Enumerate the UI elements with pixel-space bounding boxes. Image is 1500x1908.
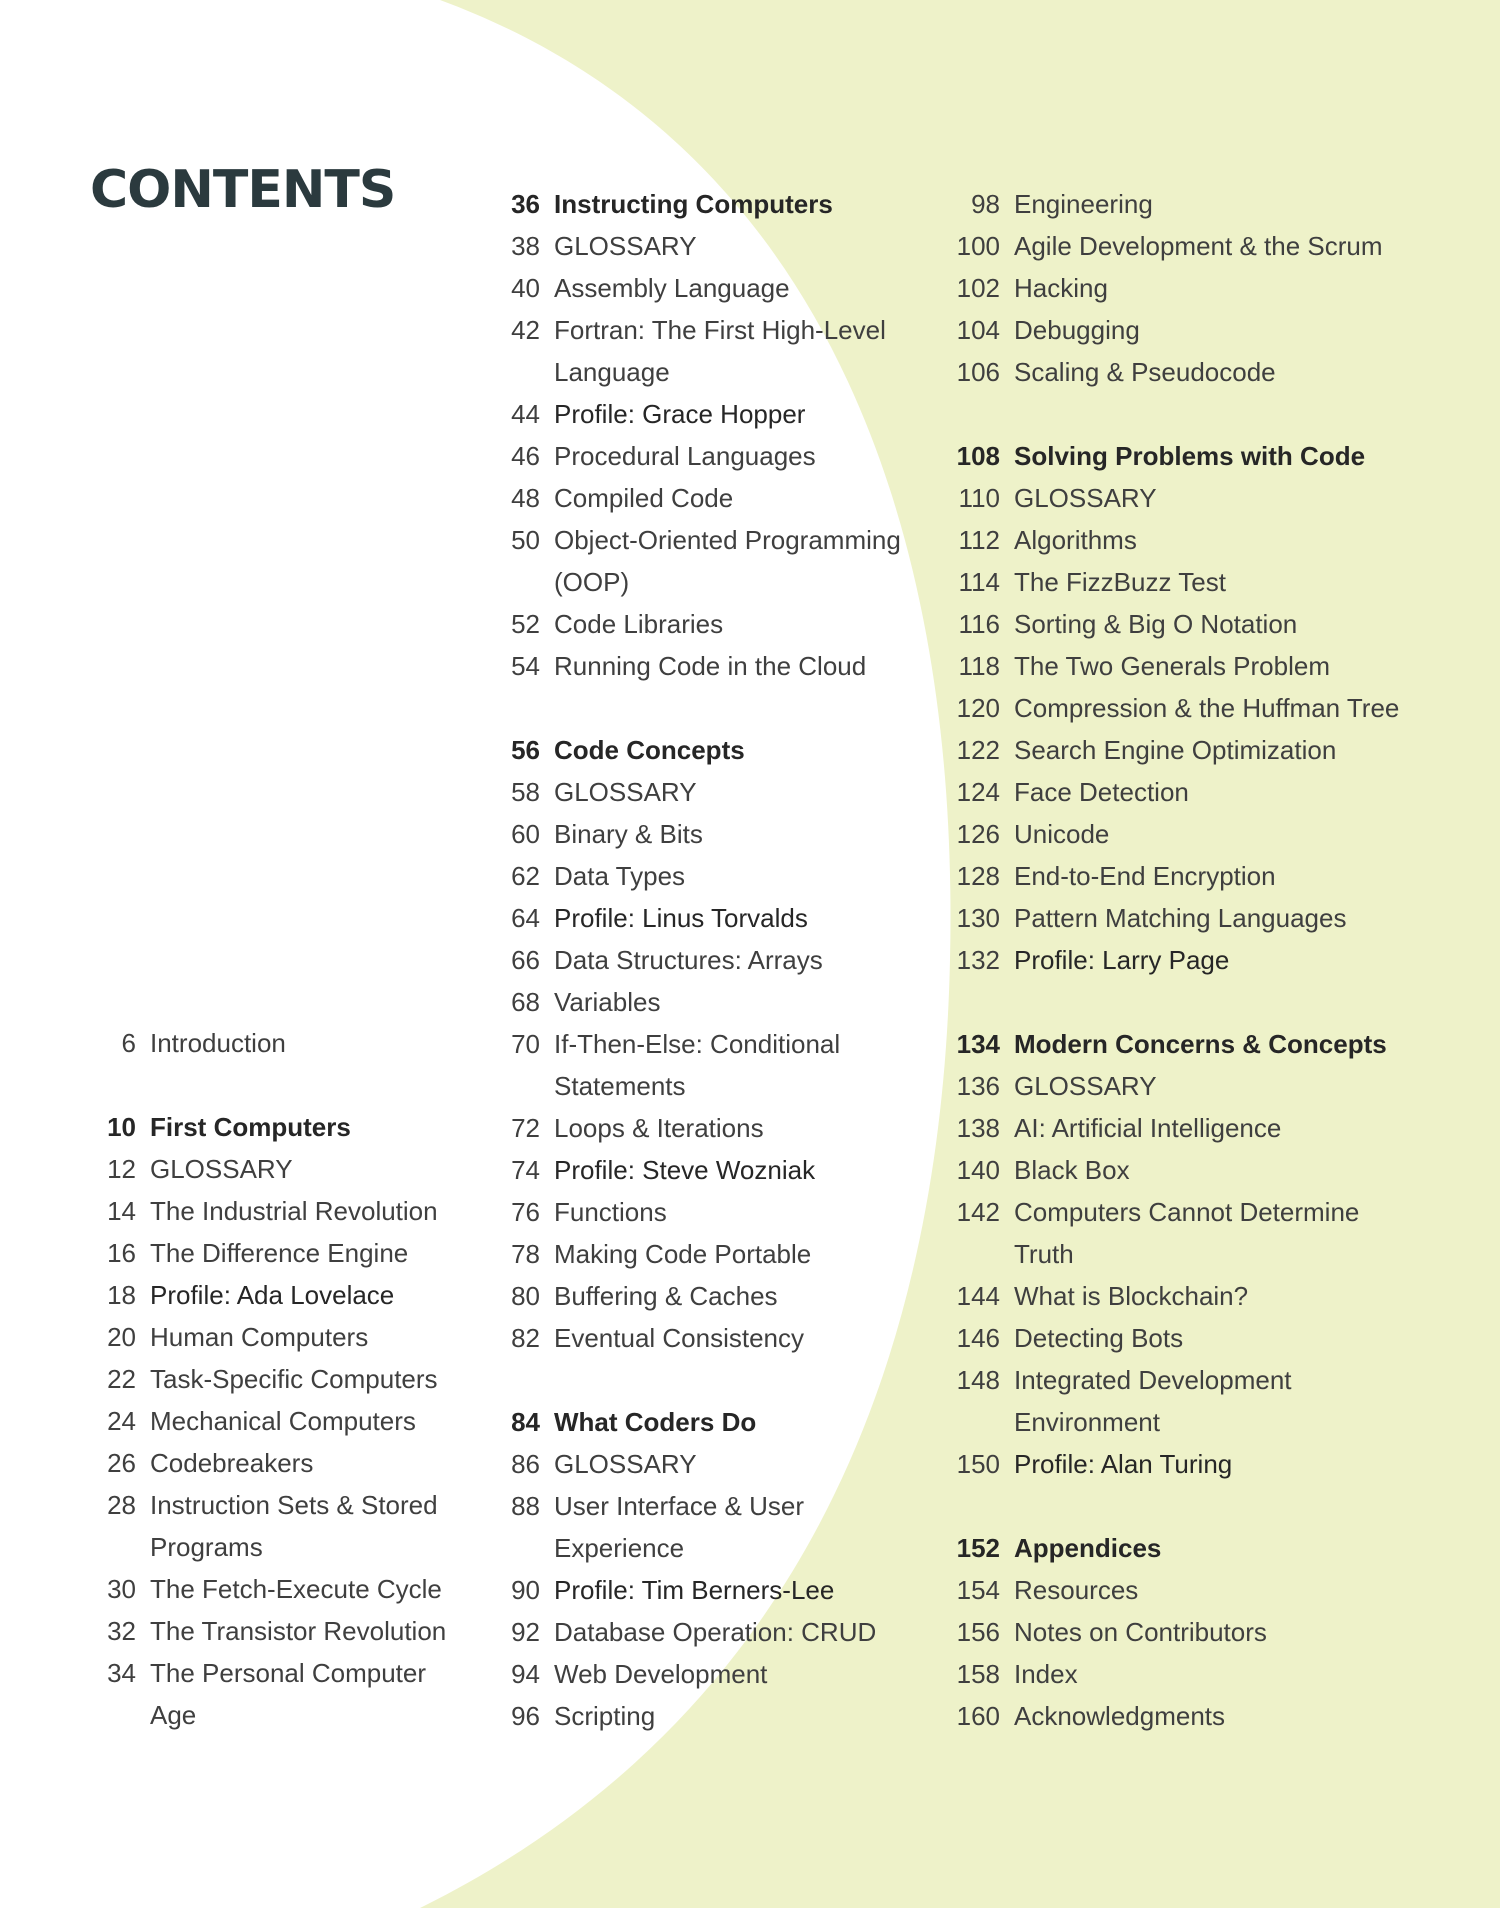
toc-page-number: 160 <box>956 1701 1000 1731</box>
toc-page-number: 94 <box>511 1659 540 1689</box>
toc-entry-title: Profile: Grace Hopper <box>554 399 806 429</box>
toc-page-number: 120 <box>956 693 1000 723</box>
toc-entry[interactable] <box>492 1023 932 1107</box>
toc-entry-title: Detecting Bots <box>1014 1323 1184 1353</box>
toc-page-number: 70 <box>511 1029 540 1059</box>
toc-entry-title: Code Concepts <box>554 735 745 765</box>
toc-entry-title: User Interface & User Experience <box>554 1491 804 1563</box>
toc-entry[interactable] <box>940 1695 1410 1737</box>
toc-page-number: 88 <box>511 1491 540 1521</box>
toc-entry-title: Resources <box>1014 1575 1139 1605</box>
toc-entry[interactable] <box>492 981 932 1023</box>
toc-page-number: 60 <box>511 819 540 849</box>
toc-entry[interactable] <box>940 645 1410 687</box>
toc-page-number: 126 <box>956 819 1000 849</box>
toc-page-number: 26 <box>107 1448 136 1478</box>
toc-entry-title: If-Then-Else: Conditional Statements <box>554 1029 841 1101</box>
toc-entry-title: GLOSSARY <box>554 231 697 261</box>
toc-entry[interactable] <box>492 1611 932 1653</box>
toc-entry[interactable] <box>940 687 1410 729</box>
toc-entry-title: Agile Development & the Scrum <box>1014 231 1383 261</box>
toc-entry-title: Codebreakers <box>150 1448 314 1478</box>
toc-entry-title: Search Engine Optimization <box>1014 735 1337 765</box>
toc-entry[interactable] <box>492 1695 932 1737</box>
toc-entry[interactable] <box>940 225 1410 267</box>
toc-page-number: 124 <box>956 777 1000 807</box>
toc-entry[interactable] <box>492 1191 932 1233</box>
toc-page-number: 48 <box>511 483 540 513</box>
toc-entry-title: Database Operation: CRUD <box>554 1617 877 1647</box>
toc-section-heading[interactable] <box>492 729 932 771</box>
toc-entry-title: Variables <box>554 987 661 1017</box>
toc-entry-title: Scripting <box>554 1701 656 1731</box>
toc-entry-title: Data Structures: Arrays <box>554 945 823 975</box>
toc-entry-title: Web Development <box>554 1659 768 1689</box>
toc-entry[interactable] <box>940 855 1410 897</box>
toc-page-number: 104 <box>956 315 1000 345</box>
toc-page-number: 146 <box>956 1323 1000 1353</box>
toc-entry-title: Pattern Matching Languages <box>1014 903 1347 933</box>
toc-entry-title: Task-Specific Computers <box>150 1364 438 1394</box>
toc-entry-title: Introduction <box>150 1028 286 1058</box>
toc-entry[interactable] <box>88 1652 468 1736</box>
toc-entry-title: Index <box>1014 1659 1078 1689</box>
toc-entry[interactable] <box>492 603 932 645</box>
toc-page-number: 76 <box>511 1197 540 1227</box>
toc-entry[interactable] <box>940 1149 1410 1191</box>
toc-entry-title: Appendices <box>1014 1533 1162 1563</box>
toc-entry-title: The Industrial Revolution <box>150 1196 438 1226</box>
toc-entry[interactable] <box>492 1107 932 1149</box>
toc-page-number: 20 <box>107 1322 136 1352</box>
toc-page-number: 136 <box>956 1071 1000 1101</box>
toc-page-number: 62 <box>511 861 540 891</box>
toc-entry-title: Profile: Steve Wozniak <box>554 1155 816 1185</box>
toc-page-number: 110 <box>958 483 1000 513</box>
toc-page-number: 122 <box>956 735 1000 765</box>
toc-entry-title: The Two Generals Problem <box>1014 651 1330 681</box>
toc-entry-title: Modern Concerns & Concepts <box>1014 1029 1387 1059</box>
toc-entry[interactable] <box>492 1149 932 1191</box>
toc-entry-title: Eventual Consistency <box>554 1323 805 1353</box>
toc-entry-title: What is Blockchain? <box>1014 1281 1249 1311</box>
toc-entry-title: Making Code Portable <box>554 1239 812 1269</box>
toc-entry-title: The Personal Computer Age <box>150 1658 427 1730</box>
page-title: CONTENTS <box>90 160 396 220</box>
toc-page-number: 18 <box>107 1280 136 1310</box>
toc-entry[interactable] <box>88 1442 468 1484</box>
toc-page-number: 148 <box>956 1365 1000 1395</box>
toc-page-number: 116 <box>958 609 1000 639</box>
toc-entry[interactable] <box>492 897 932 939</box>
toc-entry[interactable] <box>492 645 932 687</box>
toc-entry[interactable] <box>88 1400 468 1442</box>
toc-page-number: 114 <box>958 567 1000 597</box>
toc-entry-title: Running Code in the Cloud <box>554 651 867 681</box>
toc-entry-title: Scaling & Pseudocode <box>1014 357 1276 387</box>
toc-entry[interactable] <box>492 1443 932 1485</box>
toc-entry[interactable] <box>492 435 932 477</box>
toc-entry-title: Profile: Larry Page <box>1014 945 1230 975</box>
toc-entry-title: Profile: Linus Torvalds <box>554 903 808 933</box>
toc-page-number: 144 <box>956 1281 1000 1311</box>
toc-entry[interactable] <box>492 1233 932 1275</box>
toc-page-number: 106 <box>956 357 1000 387</box>
toc-entry-title: GLOSSARY <box>1014 483 1157 513</box>
toc-entry-title: Compiled Code <box>554 483 734 513</box>
toc-entry[interactable] <box>940 603 1410 645</box>
toc-page-number: 66 <box>511 945 540 975</box>
toc-entry[interactable] <box>940 561 1410 603</box>
toc-page-number: 28 <box>107 1490 136 1520</box>
toc-page-number: 56 <box>511 735 540 765</box>
toc-entry-title: GLOSSARY <box>554 777 697 807</box>
toc-page-number: 30 <box>107 1574 136 1604</box>
toc-entry-title: The Transistor Revolution <box>150 1616 447 1646</box>
toc-entry[interactable] <box>940 519 1410 561</box>
toc-page-number: 68 <box>511 987 540 1017</box>
toc-entry[interactable] <box>940 1275 1410 1317</box>
toc-page-number: 74 <box>511 1155 540 1185</box>
toc-page-number: 80 <box>511 1281 540 1311</box>
toc-page-number: 130 <box>956 903 1000 933</box>
toc-entry-title: Algorithms <box>1014 525 1137 555</box>
toc-entry-title: GLOSSARY <box>554 1449 697 1479</box>
toc-entry-title: Data Types <box>554 861 686 891</box>
toc-page-number: 16 <box>107 1238 136 1268</box>
toc-page-number: 84 <box>511 1407 540 1437</box>
toc-entry-title: Instruction Sets & Stored Programs <box>150 1490 438 1562</box>
toc-page-number: 134 <box>956 1029 1000 1059</box>
toc-page-number: 98 <box>971 189 1000 219</box>
toc-page-number: 140 <box>956 1155 1000 1185</box>
toc-entry-title: Compression & the Huffman Tree <box>1014 693 1400 723</box>
toc-entry-title: Profile: Ada Lovelace <box>150 1280 395 1310</box>
toc-page-number: 96 <box>511 1701 540 1731</box>
toc-entry[interactable] <box>492 393 932 435</box>
toc-section-heading[interactable] <box>940 435 1410 477</box>
toc-page-number: 132 <box>956 945 1000 975</box>
toc-entry[interactable] <box>940 897 1410 939</box>
toc-entry[interactable] <box>88 1568 468 1610</box>
toc-entry[interactable] <box>940 729 1410 771</box>
toc-entry[interactable] <box>940 183 1410 225</box>
toc-entry-title: Code Libraries <box>554 609 724 639</box>
toc-entry[interactable] <box>88 1610 468 1652</box>
toc-entry[interactable] <box>940 1107 1410 1149</box>
toc-entry-title: Binary & Bits <box>554 819 703 849</box>
toc-entry[interactable] <box>940 309 1410 351</box>
toc-column-2 <box>492 183 932 1737</box>
toc-entry[interactable] <box>940 1359 1410 1443</box>
toc-entry-title: Buffering & Caches <box>554 1281 778 1311</box>
toc-entry-title: Solving Problems with Code <box>1014 441 1366 471</box>
toc-entry[interactable] <box>940 267 1410 309</box>
toc-entry-title: GLOSSARY <box>150 1154 293 1184</box>
toc-page-number: 152 <box>956 1533 1000 1563</box>
toc-entry[interactable] <box>88 1190 468 1232</box>
toc-entry-title: Functions <box>554 1197 667 1227</box>
toc-entry[interactable] <box>940 813 1410 855</box>
toc-entry[interactable] <box>88 1148 468 1190</box>
toc-page-number: 6 <box>121 1028 136 1058</box>
toc-page-number: 44 <box>511 399 540 429</box>
toc-gap <box>492 687 932 729</box>
toc-page-number: 86 <box>511 1449 540 1479</box>
toc-page-number: 158 <box>956 1659 1000 1689</box>
toc-page-number: 112 <box>958 525 1000 555</box>
toc-entry[interactable] <box>940 939 1410 981</box>
toc-entry-title: Profile: Alan Turing <box>1014 1449 1233 1479</box>
toc-entry[interactable] <box>492 939 932 981</box>
toc-page-number: 46 <box>511 441 540 471</box>
toc-gap <box>940 1485 1410 1527</box>
toc-page-number: 50 <box>511 525 540 555</box>
toc-entry[interactable] <box>88 1274 468 1316</box>
toc-page-number: 14 <box>107 1196 136 1226</box>
toc-entry-title: First Computers <box>150 1112 351 1142</box>
toc-entry-title: The Fetch-Execute Cycle <box>150 1574 442 1604</box>
toc-section-heading[interactable] <box>940 1527 1410 1569</box>
toc-entry[interactable] <box>940 351 1410 393</box>
toc-page-number: 24 <box>107 1406 136 1436</box>
toc-page-number: 40 <box>511 273 540 303</box>
toc-entry-title: Object-Oriented Programming (OOP) <box>554 525 901 597</box>
toc-entry[interactable] <box>492 855 932 897</box>
toc-entry-title: Procedural Languages <box>554 441 816 471</box>
toc-page-number: 10 <box>107 1112 136 1142</box>
toc-entry-title: Face Detection <box>1014 777 1189 807</box>
toc-section-heading[interactable] <box>492 183 932 225</box>
toc-entry[interactable] <box>492 1275 932 1317</box>
toc-entry-title: Acknowledgments <box>1014 1701 1225 1731</box>
toc-entry-title: Human Computers <box>150 1322 369 1352</box>
toc-entry[interactable] <box>940 1317 1410 1359</box>
toc-page-number: 92 <box>511 1617 540 1647</box>
toc-page-number: 72 <box>511 1113 540 1143</box>
toc-entry-title: End-to-End Encryption <box>1014 861 1276 891</box>
toc-entry[interactable] <box>492 309 932 393</box>
toc-entry-title: The FizzBuzz Test <box>1014 567 1226 597</box>
toc-entry-title: The Difference Engine <box>150 1238 409 1268</box>
toc-page-number: 36 <box>511 189 540 219</box>
toc-entry[interactable] <box>940 1443 1410 1485</box>
toc-entry-title: Unicode <box>1014 819 1110 849</box>
toc-entry-title: Loops & Iterations <box>554 1113 764 1143</box>
toc-entry[interactable] <box>492 813 932 855</box>
toc-entry[interactable] <box>940 477 1410 519</box>
toc-entry[interactable] <box>940 1653 1410 1695</box>
toc-page-number: 154 <box>956 1575 1000 1605</box>
toc-entry-title: Black Box <box>1014 1155 1130 1185</box>
toc-page-number: 32 <box>107 1616 136 1646</box>
toc-page-number: 58 <box>511 777 540 807</box>
toc-entry[interactable] <box>492 477 932 519</box>
toc-page-number: 34 <box>107 1658 136 1688</box>
toc-section-heading[interactable] <box>492 1401 932 1443</box>
toc-entry[interactable] <box>88 1022 468 1064</box>
toc-entry[interactable] <box>492 225 932 267</box>
toc-entry-title: Instructing Computers <box>554 189 833 219</box>
toc-section-heading[interactable] <box>88 1106 468 1148</box>
toc-page-number: 142 <box>956 1197 1000 1227</box>
toc-page-number: 138 <box>956 1113 1000 1143</box>
toc-page-number: 82 <box>511 1323 540 1353</box>
toc-page-number: 22 <box>107 1364 136 1394</box>
toc-entry-title: Debugging <box>1014 315 1140 345</box>
toc-entry-title: GLOSSARY <box>1014 1071 1157 1101</box>
toc-column-1 <box>88 1022 468 1736</box>
toc-entry[interactable] <box>88 1316 468 1358</box>
toc-page-number: 38 <box>511 231 540 261</box>
toc-entry-title: Computers Cannot Determine Truth <box>1014 1197 1360 1269</box>
toc-page-number: 90 <box>511 1575 540 1605</box>
toc-page-number: 102 <box>956 273 1000 303</box>
toc-entry[interactable] <box>492 1485 932 1569</box>
toc-entry[interactable] <box>940 1611 1410 1653</box>
toc-entry[interactable] <box>88 1484 468 1568</box>
toc-page-number: 78 <box>511 1239 540 1269</box>
toc-entry-title: Notes on Contributors <box>1014 1617 1267 1647</box>
toc-section-heading[interactable] <box>940 1023 1410 1065</box>
toc-entry-title: Profile: Tim Berners-Lee <box>554 1575 835 1605</box>
toc-page-number: 150 <box>956 1449 1000 1479</box>
toc-entry-title: Fortran: The First High-Level Language <box>554 315 886 387</box>
toc-entry-title: AI: Artificial Intelligence <box>1014 1113 1282 1143</box>
toc-gap <box>492 1359 932 1401</box>
toc-entry[interactable] <box>88 1358 468 1400</box>
toc-entry[interactable] <box>492 771 932 813</box>
toc-page-number: 118 <box>958 651 1000 681</box>
toc-entry-title: What Coders Do <box>554 1407 757 1437</box>
toc-gap <box>940 393 1410 435</box>
toc-page-number: 100 <box>956 231 1000 261</box>
toc-entry-title: Assembly Language <box>554 273 790 303</box>
toc-entry[interactable] <box>940 1569 1410 1611</box>
toc-column-3 <box>940 183 1410 1737</box>
toc-page-number: 54 <box>511 651 540 681</box>
toc-entry[interactable] <box>492 1653 932 1695</box>
toc-entry-title: Integrated Development Environment <box>1014 1365 1292 1437</box>
toc-page-number: 156 <box>956 1617 1000 1647</box>
toc-entry[interactable] <box>940 771 1410 813</box>
toc-entry-title: Hacking <box>1014 273 1108 303</box>
toc-gap <box>940 981 1410 1023</box>
toc-entry[interactable] <box>492 519 932 603</box>
toc-page-number: 12 <box>107 1154 136 1184</box>
toc-entry[interactable] <box>940 1065 1410 1107</box>
toc-entry[interactable] <box>492 1317 932 1359</box>
toc-entry-title: Sorting & Big O Notation <box>1014 609 1298 639</box>
toc-entry[interactable] <box>492 267 932 309</box>
toc-page-number: 42 <box>511 315 540 345</box>
toc-entry-title: Mechanical Computers <box>150 1406 416 1436</box>
toc-entry[interactable] <box>88 1232 468 1274</box>
toc-entry[interactable] <box>940 1191 1410 1275</box>
toc-page-number: 64 <box>511 903 540 933</box>
toc-page-number: 128 <box>956 861 1000 891</box>
toc-page-number: 52 <box>511 609 540 639</box>
toc-page-number: 108 <box>956 441 1000 471</box>
toc-entry[interactable] <box>492 1569 932 1611</box>
toc-gap <box>88 1064 468 1106</box>
toc-entry-title: Engineering <box>1014 189 1153 219</box>
